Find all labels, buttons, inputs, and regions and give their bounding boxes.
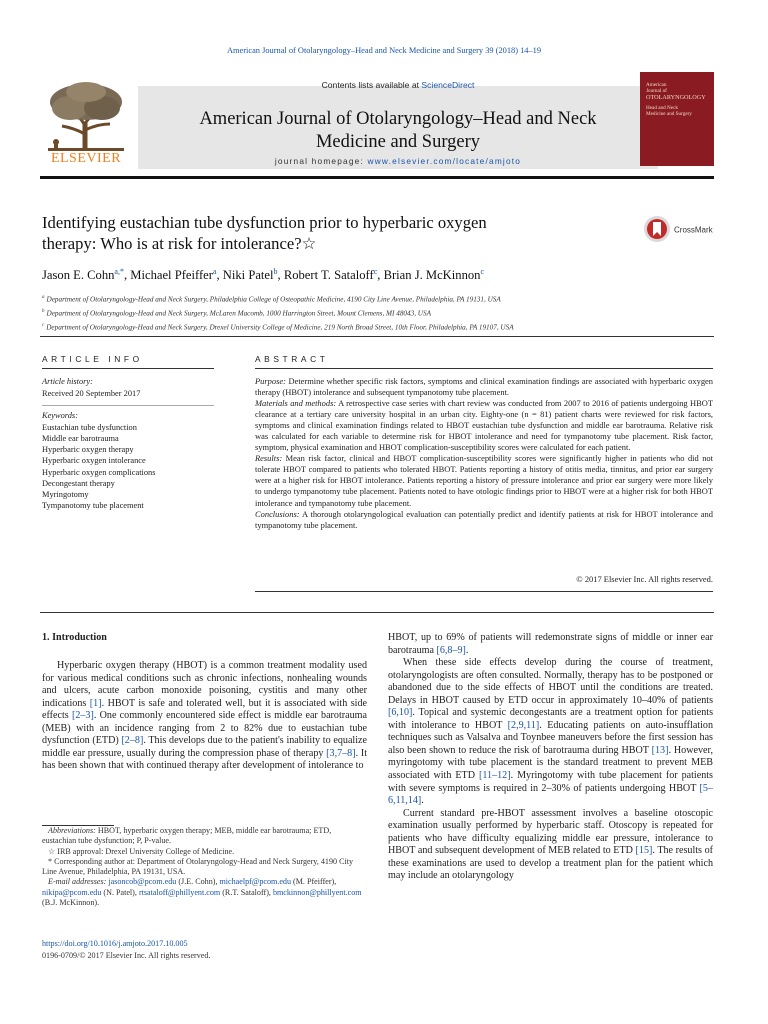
keyword-item: Tympanotomy tube placement <box>42 501 144 511</box>
citation-link[interactable]: [3,7–8] <box>326 747 356 759</box>
issn-line: 0196-0709/© 2017 Elsevier Inc. All rights reserved. <box>42 951 211 960</box>
citation-link[interactable]: [15] <box>635 845 653 857</box>
footnote-emails: E-mail addresses: jasoncob@pcom.edu (J.E. Cohn), michaelpf@pcom.edu (M. Pfeiffer), nikipa@pcom.edu (N. Patel), rtsataloff@phillyent.com (R.T. Sataloff), bmckinnon@phillyent.com (B.J. McKinnon). <box>42 877 362 908</box>
author-name: Niki Patel <box>222 268 274 283</box>
intro-paragraph-1: Hyperbaric oxygen therapy (HBOT) is a common treatment modality used for various medical conditions such as chronic infections, nonhealing wounds and ulcers, acute carbon monoxide poisoning, cystitis and many other indications [1]. HBOT is safe and tolerated well, but it is associated with side effects [2–3]. One commonly encountered side effect is middle ear barotrauma (MEB) with an incidence ranging from 2 to 82% due to eustachian tube dysfunction (ETD) [2–8]. This develops due to the patient's inability to equalize middle ear pressure, usually during the compression phase of therapy [3,7–8]. It has been shown that with continued therapy after development of intolerance to <box>42 660 367 772</box>
abstract-rule <box>255 368 713 369</box>
intro-paragraph-2: HBOT, up to 69% of patients will redemonstrate signs of middle or inner ear barotrauma [6,8–9]. <box>388 632 713 656</box>
keyword-list <box>42 422 222 511</box>
abstract-body <box>255 376 713 531</box>
article-info-rule <box>42 368 214 369</box>
footnote-corresponding: * Corresponding author at: Department of Otolaryngology-Head and Neck Surgery, 4190 City Line Avenue, Philadelphia, PA 19131, USA. <box>42 856 354 877</box>
journal-homepage: journal homepage: www.elsevier.com/locate/amjoto <box>274 156 522 166</box>
journal-header <box>40 72 714 169</box>
keyword-item: Myringotomy <box>42 489 89 499</box>
abstract-conclusions: Conclusions: A thorough otolaryngological evaluation can potentially predict and identify patients at risk for HBOT intolerance and tympanotomy tube placement. <box>255 508 713 530</box>
citation-link[interactable]: [2–3] <box>71 710 94 722</box>
email-link[interactable]: michaelpf@pcom.edu <box>219 877 292 887</box>
journal-title-box <box>138 80 658 169</box>
abstract-bottom-rule <box>255 591 713 592</box>
abstract-heading: ABSTRACT <box>255 354 329 364</box>
affiliation-item: $^a$ Department of Otolaryngology-Head and Neck Surgery, Philadelphia College of Osteopathic Medicine, 4190 City Line Avenue, Philadelphia, PA 19131, USA <box>42 295 501 304</box>
affiliation-item: $^c$ Department of Otolaryngology-Head and Neck Surgery, Drexel University College of Medicine, 219 North Broad Street, 10th Floor, Philadelphia, PA 19107, USA <box>42 322 514 332</box>
footnote-abbreviations: Abbreviations: HBOT, hyperbaric oxygen therapy; MEB, middle ear barotrauma; ETD, eustachian tube dysfunction; P, P-value. <box>42 826 332 846</box>
body-rule <box>40 612 714 613</box>
journal-cover: American Journal of OTOLARYNGOLOGY Head and Neck Medicine and Surgery <box>640 72 714 166</box>
author-list: Jason E. Cohn$^{a,*}$, Michael Pfeiffer$^a$, Niki Patel$^b$, Robert T. Sataloff$^c$, Brian J. McKinnon$^c$ <box>42 267 485 283</box>
affiliation-item: $^b$ Department of Otolaryngology-Head and Neck Surgery, McLaren Macomb, 1000 Harrington Street, Mount Clemens, MI 48043, USA <box>42 308 431 318</box>
journal-citation[interactable]: American Journal of Otolaryngology–Head and Neck Medicine and Surgery 39 (2018) 14–19 <box>226 46 542 55</box>
body-column-right <box>388 632 713 883</box>
sciencedirect-link[interactable]: ScienceDirect <box>421 80 475 90</box>
article-info-divider <box>42 405 214 406</box>
homepage-link[interactable]: www.elsevier.com/locate/amjoto <box>367 156 522 166</box>
history-label: Article history: <box>42 377 93 386</box>
citation-link[interactable]: [2–8] <box>121 735 144 747</box>
citation-link[interactable]: [13] <box>651 744 669 756</box>
keyword-item: Middle ear barotrauma <box>42 434 119 444</box>
header-rule <box>40 176 714 179</box>
email-link[interactable]: nikipa@pcom.edu <box>42 887 102 897</box>
citation-link[interactable]: [6,8–9] <box>436 644 466 656</box>
keyword-item: Hyperbaric oxygen intolerance <box>42 456 146 466</box>
citation-link[interactable]: [6,10] <box>388 707 413 719</box>
keyword-item: Hyperbaric oxygen complications <box>42 467 156 477</box>
keyword-item: Decongestant therapy <box>42 478 115 488</box>
keywords-label: Keywords: <box>42 411 78 420</box>
article-title: Identifying eustachian tube dysfunction prior to hyperbaric oxygen therapy: Who is at risk for intolerance?☆ <box>42 213 487 253</box>
author-name: Robert T. Sataloff <box>283 268 374 283</box>
author-affiliation-mark: a <box>212 267 217 276</box>
body-column-left <box>42 660 367 773</box>
author-affiliation-mark: c <box>373 267 378 276</box>
author-name: Michael Pfeiffer <box>130 268 213 283</box>
author-affiliation-mark: b <box>273 267 278 276</box>
citation-link[interactable]: [11–12] <box>478 770 511 782</box>
footnote-irb: ☆ IRB approval: Drexel University College of Medicine. <box>48 846 235 856</box>
citation-link[interactable]: [1] <box>89 697 102 709</box>
author-affiliation-mark: c <box>480 267 485 276</box>
author-affiliation-mark: a,* <box>114 267 124 276</box>
email-link[interactable]: rtsataloff@phillyent.com <box>138 887 221 897</box>
affiliations <box>42 292 712 334</box>
author-name: Brian J. McKinnon <box>383 268 481 283</box>
intro-paragraph-4: Current standard pre-HBOT assessment involves a baseline otoscopic examination usually performed by hyperbaric staff. Otoscopy is repeated for patients who have difficulty equalizing middle ear pressure, intolerance to HBOT and subsequent development of MEB related to ETD [15]. The results of these examinations are used to develop a treatment plan for the patient which may include an otolaryngology <box>388 807 713 882</box>
elsevier-wordmark: ELSEVIER <box>50 151 122 166</box>
email-link[interactable]: bmckinnon@phillyent.com <box>272 887 362 897</box>
abstract-methods: Materials and methods: A retrospective case series with chart review was conducted from 2007 to 2016 of patients undergoing HBOT clearance at a tertiary care university hospital in an urban city. Eighty-one (n = 81) patient charts were reviewed for risk factors, symptoms and clinical examination findings related to HBOT eustachian tube dysfunction and middle ear barotrauma. Relative risk was calculated for each variable to determine risk for HBOT intolerance and need for tympanotomy tube placement. Risk factor, symptom, physical examination and HBOT complication-susceptibility scores were calculated for each patient. <box>255 398 713 453</box>
intro-paragraph-3: When these side effects develop during the course of treatment, otolaryngologists are often consulted. Normally, therapy has to be postponed or abandoned due to the side effects of HBOT until the conditions are treated. Delays in HBOT caused by ETD occur in approximately 10–40% of patients [6,10]. Topical and systemic decongestants are a treatment option for patients with intolerance to HBOT [2,9,11]. Educating patients on auto-insufflation techniques such as Valsalva and Toynbee maneuvers before the first session has also been shown to reduce the risk of barotrauma during HBOT [13]. However, myringotomy with tube placement is the standard treatment to prevent MEB associated with ETD [11–12]. Myringotomy with tube placement for patients with severe symptoms is required in 2–30% of patients undergoing HBOT [5–6,11,14]. <box>388 657 713 807</box>
citation-link[interactable]: [5–6,11,14] <box>388 782 713 807</box>
footnotes <box>42 826 367 908</box>
section-rule <box>40 336 714 337</box>
keyword-item: Hyperbaric oxygen therapy <box>42 445 134 455</box>
received-date: Received 20 September 2017 <box>42 389 141 398</box>
email-link[interactable]: jasoncob@pcom.edu <box>108 877 177 887</box>
copyright-notice: © 2017 Elsevier Inc. All rights reserved. <box>576 574 713 584</box>
article-info-heading: ARTICLE INFO <box>42 354 143 364</box>
section-heading-introduction: 1. Introduction <box>42 632 107 643</box>
doi-link[interactable]: https://doi.org/10.1016/j.amjoto.2017.10.005 <box>42 939 188 948</box>
citation-link[interactable]: [2,9,11] <box>507 719 540 731</box>
journal-name: American Journal of Otolaryngology–Head and Neck Medicine and Surgery <box>199 109 597 152</box>
abstract-results: Results: Mean risk factor, clinical and HBOT complication-susceptibility scores were significantly higher in patients who did not tolerate HBOT compared to patients who tolerated HBOT. Patients reporting a history of otitis media, tinnitus, and prior ear surgery were at a higher risk for HBOT intolerance. Patients reporting a history of pressure intolerance and prior ear surgery were more likely to undergo tympanotomy tube placement. Patients noted to have otologic findings prior to HBOT were at a higher risk for both HBOT intolerance and tympanotomy tube placement. <box>255 453 713 508</box>
author-name: Jason E. Cohn <box>42 268 115 283</box>
keyword-item: Eustachian tube dysfunction <box>42 423 137 432</box>
contents-available-line: Contents lists available at ScienceDirect <box>321 80 475 90</box>
crossmark-label: CrossMark <box>674 225 713 235</box>
crossmark-badge[interactable] <box>643 214 719 244</box>
abstract-purpose: Purpose: Determine whether specific risk factors, symptoms and clinical examination findings are associated with hyperbaric oxygen therapy (HBOT) intolerance and subsequent tympanotomy tube placement. <box>255 376 713 398</box>
